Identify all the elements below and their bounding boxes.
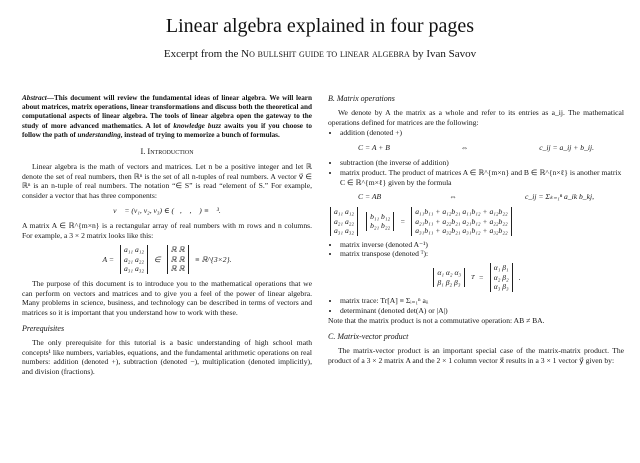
- operations-list-2: [328, 158, 624, 187]
- product-equation: [328, 192, 624, 202]
- transpose-right-row: α₃ β₃: [493, 282, 509, 292]
- product-matrix-c: [411, 207, 511, 236]
- matrix-a-row: a₃₁ a₃₂: [123, 264, 145, 274]
- transpose-left-row: β₁ β₂ β₃: [437, 277, 461, 287]
- transpose-superscript: T: [471, 273, 475, 281]
- page-title: Linear algebra explained in four pages: [165, 15, 475, 37]
- matrix-r-row: ℝ ℝ: [170, 254, 185, 264]
- matrix-intro-paragraph: A matrix A ∈ ℝ^{m×n} is a rectangular array of real numbers with m rows and n columns. For example, a 3 × 2 matrix looks like this:: [22, 220, 312, 240]
- iff-symbol: ⇔: [460, 143, 469, 153]
- product-eq-right: c_ij = Σₖ₌₁ⁿ a_ik b_kj,: [525, 192, 594, 202]
- right-column: [328, 94, 624, 366]
- product-matrix-a-row: a₃₁ a₃₂: [334, 226, 355, 236]
- list-item-inverse: • matrix inverse (denoted A⁻¹): [340, 240, 624, 250]
- purpose-paragraph: The purpose of this document is to introduce you to the mathematical operations that we can perform on vectors and matrices and to give you a feel of the power of linear algebra. Many problems in science, business, and technology can be described in terms of vectors and matrices so it is important that you understand how to work with these.: [22, 278, 312, 318]
- transpose-right-row: α₁ β₁: [493, 263, 509, 273]
- matrix-example: [22, 245, 312, 274]
- abstract-dash: —: [46, 94, 54, 102]
- transpose-right-row: α₂ β₂: [493, 272, 509, 282]
- transpose-matrix-right: [490, 263, 513, 292]
- product-equals: =: [400, 216, 406, 226]
- matrix-equiv: ≡ ℝ^{3×2}.: [194, 254, 232, 264]
- abstract-understanding: understanding: [77, 130, 121, 139]
- matrix-r-row: ℝ ℝ: [170, 245, 185, 255]
- list-item-subtraction: • subtraction (the inverse of addition): [340, 158, 624, 168]
- abstract-knowledge: knowledge buzz: [173, 121, 222, 130]
- transpose-period: .: [518, 272, 521, 282]
- left-column: [22, 94, 312, 377]
- operations-list-4: [328, 296, 624, 316]
- list-item-determinant: • determinant (denoted det(A) or |A|): [340, 306, 624, 316]
- transpose-left-row: α₁ α₂ α₃: [437, 268, 462, 278]
- subtitle-prefix: Excerpt from the: [163, 48, 242, 60]
- abstract-text-1: This document will review the fundamental ideas of linear algebra. We will learn about matrices, matrix operations, linear transformations and discuss both the theoretical and computational aspects of linear algebra. The tools of linear algebra open the gateway to the study of more advanced mathematics. A lot of: [22, 94, 312, 130]
- matrix-a-label: A =: [102, 254, 114, 264]
- iff-symbol: ⇔: [449, 192, 457, 202]
- abstract-text-2: awaits you if you choose to follow the path of: [22, 121, 312, 139]
- list-item-transpose: • matrix transpose (denoted ᵀ):: [340, 249, 624, 259]
- product-matrix-a: [330, 207, 358, 236]
- list-item-product: • matrix product. The product of matrices A ∈ ℝ^{m×n} and B ∈ ℝ^{n×ℓ} is another matrix C ∈ ℝ^{m×ℓ} given by the formula: [340, 168, 624, 188]
- matrix-in-symbol: ∈: [154, 254, 161, 264]
- abstract-text-3: , instead of trying to memorize a bunch of formulas.: [120, 130, 280, 139]
- addition-equation: [328, 143, 624, 153]
- operations-list-3: [328, 240, 624, 260]
- prerequisites-heading: Prerequisites: [22, 324, 65, 334]
- product-matrix-c-row: a₁₁b₁₁ + a₁₂b₂₁ a₁₁b₁₂ + a₁₂b₂₂: [415, 207, 508, 217]
- matrix-operations-heading: B. Matrix operations: [328, 94, 395, 103]
- commutative-note: Note that the matrix product is not a commutative operation: AB ≠ BA.: [328, 316, 545, 326]
- product-matrix-b: [366, 212, 394, 231]
- product-matrix-b-row: b₁₁ b₁₂: [370, 211, 391, 221]
- list-item-trace: • matrix trace: Tr[A] ≡ Σᵢ₌₁ⁿ aᵢᵢ: [340, 296, 624, 306]
- section-introduction-heading: I. Introduction: [140, 147, 194, 157]
- product-matrix-a-row: a₂₁ a₂₂: [334, 216, 355, 226]
- transpose-example: [328, 263, 624, 292]
- matrix-vector-paragraph: The matrix-vector product is an important special case of the matrix-matrix product. The product of a 3 × 2 matrix A and the 2 × 1 column vector x⃗ results in a 3 × 1 vector y⃗ given by:: [328, 345, 624, 365]
- operations-list: [328, 128, 624, 138]
- abstract: [22, 94, 312, 140]
- matrix-vector-heading: C. Matrix-vector product: [328, 332, 409, 342]
- matrix-r-row: ℝ ℝ: [170, 264, 185, 274]
- transpose-equals: =: [478, 272, 484, 282]
- addition-eq-right: c_ij = a_ij + b_ij.: [539, 143, 594, 153]
- intro-paragraph: Linear algebra is the math of vectors and matrices. Let n be a positive integer and let ℝ denote the set of real numbers, then ℝⁿ is the set of all n-tuples of real numbers. A vector v⃗ ∈ ℝⁿ is an n-tuple of real numbers. The notation “∈ S” is read “element of S.” For example, consider a vector that has three components:: [22, 161, 312, 201]
- guide-title: No bullshit guide to linear algebra: [241, 48, 410, 60]
- subtitle-author: by Ivan Savov: [409, 48, 477, 60]
- product-matrix-c-row: a₂₁b₁₁ + a₂₂b₂₁ a₂₁b₁₂ + a₂₂b₂₂: [415, 216, 508, 226]
- abstract-label: Abstract: [22, 94, 47, 102]
- list-item-addition: • addition (denoted +): [340, 128, 624, 138]
- matrix-a-row: a₂₁ a₂₂: [123, 254, 145, 264]
- matrix-a-row: a₁₁ a₁₂: [123, 245, 145, 255]
- matrix-a: [120, 245, 148, 274]
- transpose-matrix-left: [433, 268, 465, 287]
- product-eq-left: C = AB: [358, 192, 382, 202]
- vector-equation: v⃗ = (v₁, v₂, v₃) ∈ (ℝ, ℝ, ℝ) ≡ ℝ³.: [113, 206, 221, 215]
- matrix-r: [167, 245, 189, 274]
- matrix-operations-intro: We denote by A the matrix as a whole and refer to its entries as a_ij. The mathematical operations defined for matrices are the following:: [328, 107, 624, 127]
- addition-eq-left: C = A + B: [358, 143, 390, 153]
- product-matrix-c-row: a₃₁b₁₁ + a₃₂b₂₁ a₃₁b₁₂ + a₃₂b₂₂: [415, 226, 508, 236]
- matrix-product-example: [328, 207, 624, 236]
- page-subtitle: [0, 48, 640, 61]
- product-matrix-b-row: b₂₁ b₂₂: [370, 221, 391, 231]
- prerequisites-paragraph: The only prerequisite for this tutorial is a basic understanding of high school math concepts¹ like numbers, variables, equations, and the fundamental arithmetic operations on real numbers: addition (denoted +), subtraction (denoted −), multiplication (denoted implicitly), and division (fractions).: [22, 337, 312, 377]
- product-matrix-a-row: a₁₁ a₁₂: [334, 207, 355, 217]
